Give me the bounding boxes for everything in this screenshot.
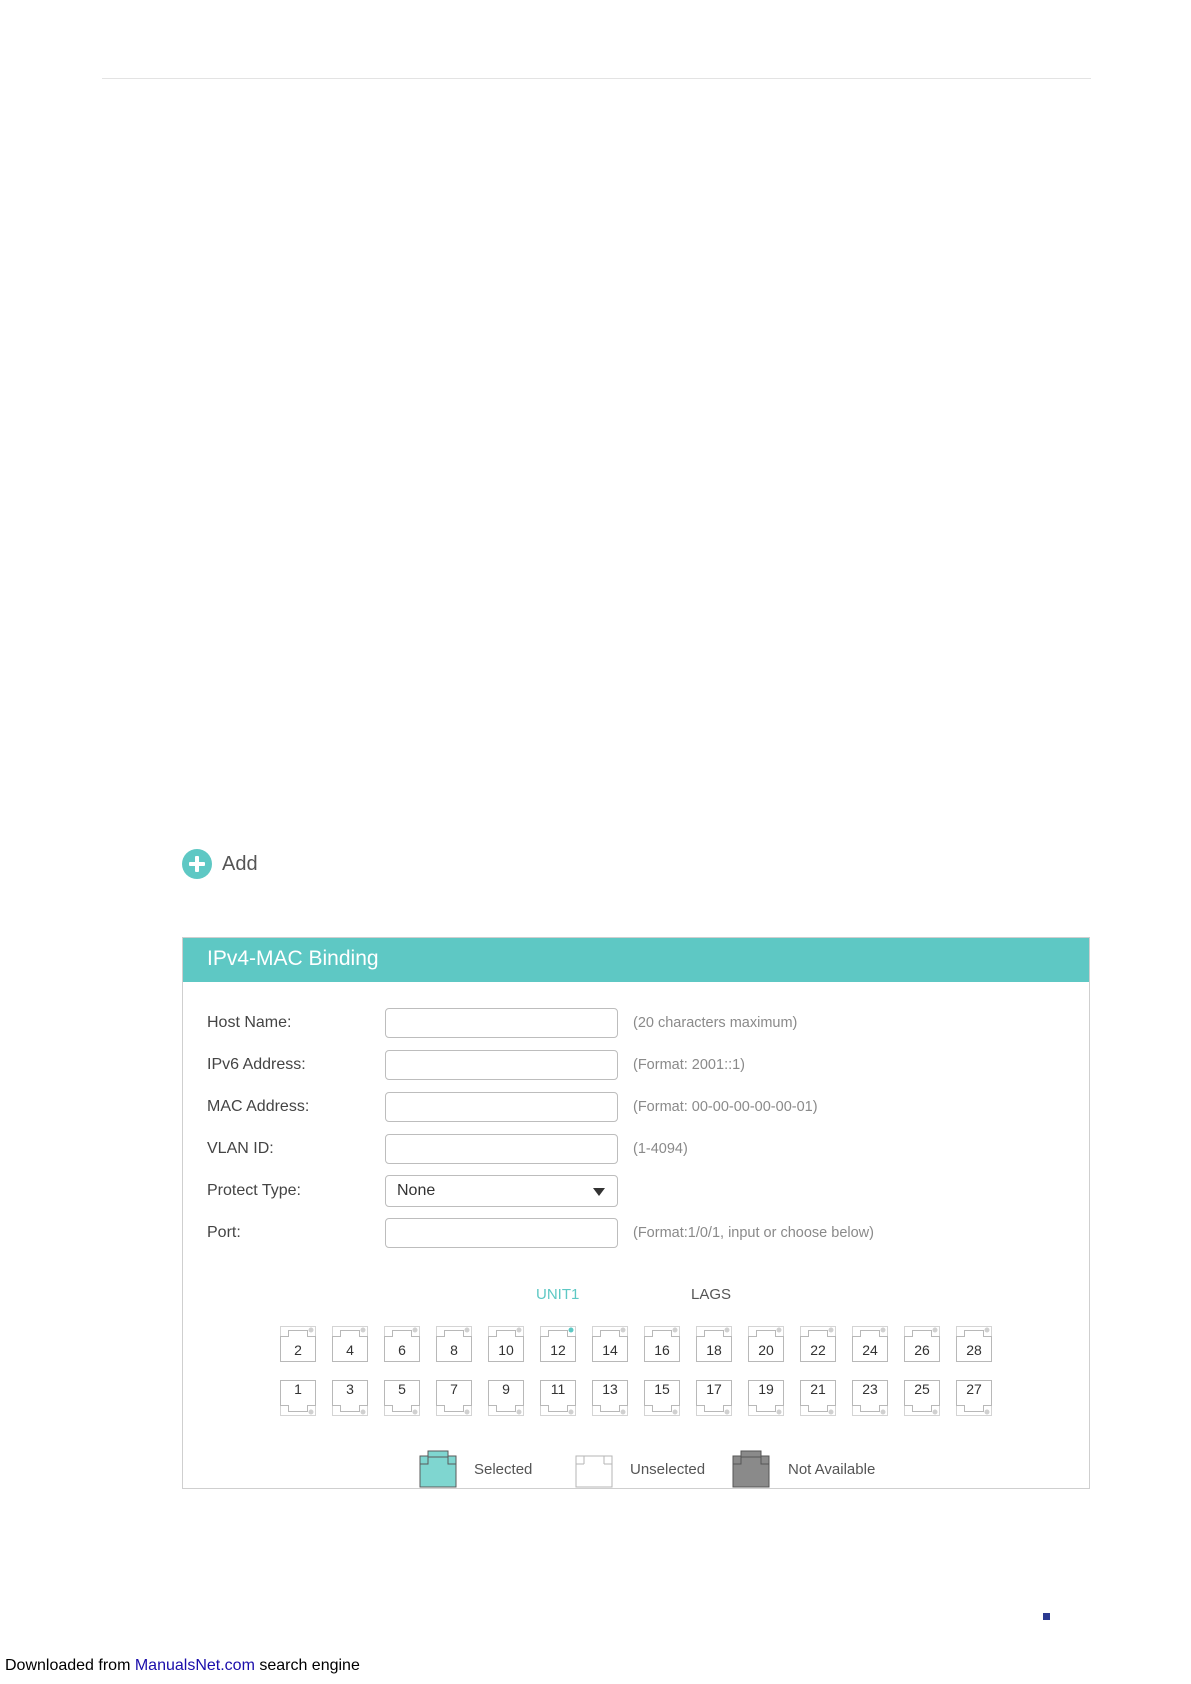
port-number: 7 xyxy=(450,1381,458,1397)
footer xyxy=(5,1657,360,1675)
host-name-input[interactable] xyxy=(385,1008,618,1038)
footer-prefix: Downloaded from xyxy=(5,1657,135,1674)
mac-address-hint: (Format: 00-00-00-00-00-01) xyxy=(633,1099,818,1115)
port-number: 18 xyxy=(706,1342,722,1358)
ipv6-address-label: IPv6 Address: xyxy=(207,1056,306,1073)
port-27[interactable] xyxy=(956,1380,992,1416)
port-number: 23 xyxy=(862,1381,878,1397)
port-number: 11 xyxy=(550,1381,566,1397)
port-4[interactable] xyxy=(332,1326,368,1362)
port-number: 17 xyxy=(706,1381,722,1397)
port-20[interactable] xyxy=(748,1326,784,1362)
port-number: 20 xyxy=(758,1342,774,1358)
port-11[interactable] xyxy=(540,1380,576,1416)
port-number: 3 xyxy=(346,1381,354,1397)
port-8[interactable] xyxy=(436,1326,472,1362)
vlan-id-row xyxy=(207,1133,688,1165)
legend-unselected-label: Unselected xyxy=(630,1461,706,1478)
port-24[interactable] xyxy=(852,1326,888,1362)
port-number: 16 xyxy=(654,1342,670,1358)
port-21[interactable] xyxy=(800,1380,836,1416)
port-number: 1 xyxy=(294,1381,302,1397)
port-number: 26 xyxy=(914,1342,930,1358)
port-number: 10 xyxy=(498,1342,514,1358)
footer-suffix: search engine xyxy=(254,1657,360,1674)
port-25[interactable] xyxy=(904,1380,940,1416)
tab-unit1[interactable]: UNIT1 xyxy=(536,1286,580,1303)
port-number: 27 xyxy=(966,1381,982,1397)
host-name-label: Host Name: xyxy=(207,1014,292,1031)
vlan-id-label: VLAN ID: xyxy=(207,1140,274,1157)
host-name-row xyxy=(207,1007,797,1039)
port-number: 15 xyxy=(654,1381,670,1397)
add-label: Add xyxy=(222,852,258,875)
legend-selected-icon xyxy=(419,1450,457,1486)
port-number: 8 xyxy=(450,1342,458,1358)
port-12[interactable] xyxy=(540,1326,576,1362)
protect-type-value: None xyxy=(397,1182,436,1199)
legend-selected-label: Selected xyxy=(474,1461,533,1478)
port-number: 4 xyxy=(346,1342,354,1358)
port-14[interactable] xyxy=(592,1326,628,1362)
panel-title: IPv4-MAC Binding xyxy=(183,938,1089,982)
ipv6-address-input[interactable] xyxy=(385,1050,618,1080)
ipv4-mac-binding-panel xyxy=(182,937,1090,1489)
port-number: 9 xyxy=(502,1381,510,1397)
chevron-down-icon xyxy=(593,1188,605,1196)
port-number: 12 xyxy=(550,1342,566,1358)
port-6[interactable] xyxy=(384,1326,420,1362)
port-2[interactable] xyxy=(280,1326,316,1362)
port-5[interactable] xyxy=(384,1380,420,1416)
port-number: 19 xyxy=(758,1381,774,1397)
port-23[interactable] xyxy=(852,1380,888,1416)
vlan-id-input[interactable] xyxy=(385,1134,618,1164)
port-number: 21 xyxy=(810,1381,826,1397)
mac-address-input[interactable] xyxy=(385,1092,618,1122)
port-number: 2 xyxy=(294,1342,302,1358)
port-label: Port: xyxy=(207,1224,241,1241)
port-26[interactable] xyxy=(904,1326,940,1362)
port-hint: (Format:1/0/1, input or choose below) xyxy=(633,1225,874,1241)
protect-type-select[interactable] xyxy=(385,1175,618,1207)
port-17[interactable] xyxy=(696,1380,732,1416)
protect-type-row xyxy=(207,1175,618,1207)
legend-not-available-icon xyxy=(732,1450,770,1486)
port-number: 28 xyxy=(966,1342,982,1358)
mac-address-label: MAC Address: xyxy=(207,1098,310,1115)
footer-link[interactable]: ManualsNet.com xyxy=(134,1657,255,1674)
port-number: 14 xyxy=(602,1342,618,1358)
port-9[interactable] xyxy=(488,1380,524,1416)
legend-unselected-icon xyxy=(575,1450,613,1486)
port-number: 13 xyxy=(602,1381,618,1397)
port-22[interactable] xyxy=(800,1326,836,1362)
port-13[interactable] xyxy=(592,1380,628,1416)
port-number: 22 xyxy=(810,1342,826,1358)
port-7[interactable] xyxy=(436,1380,472,1416)
port-19[interactable] xyxy=(748,1380,784,1416)
legend-not-available-label: Not Available xyxy=(788,1461,876,1478)
top-divider xyxy=(102,78,1091,79)
ipv6-address-hint: (Format: 2001::1) xyxy=(633,1057,746,1073)
port-16[interactable] xyxy=(644,1326,680,1362)
vlan-id-hint: (1-4094) xyxy=(633,1141,688,1157)
port-1[interactable] xyxy=(280,1380,316,1416)
port-28[interactable] xyxy=(956,1326,992,1362)
host-name-hint: (20 characters maximum) xyxy=(633,1015,798,1031)
protect-type-label: Protect Type: xyxy=(207,1182,301,1199)
port-number: 24 xyxy=(862,1342,878,1358)
port-3[interactable] xyxy=(332,1380,368,1416)
page-marker xyxy=(1043,1613,1050,1620)
port-10[interactable] xyxy=(488,1326,524,1362)
port-number: 5 xyxy=(398,1381,406,1397)
port-18[interactable] xyxy=(696,1326,732,1362)
plus-circle-icon[interactable] xyxy=(182,849,212,879)
port-input[interactable] xyxy=(385,1218,618,1248)
port-number: 6 xyxy=(398,1342,406,1358)
port-number: 25 xyxy=(914,1381,930,1397)
mac-address-row xyxy=(207,1091,818,1123)
port-15[interactable] xyxy=(644,1380,680,1416)
port-row xyxy=(207,1217,874,1249)
ipv6-address-row xyxy=(207,1049,745,1081)
tab-lags[interactable]: LAGS xyxy=(691,1286,732,1303)
add-button[interactable] xyxy=(182,848,258,880)
